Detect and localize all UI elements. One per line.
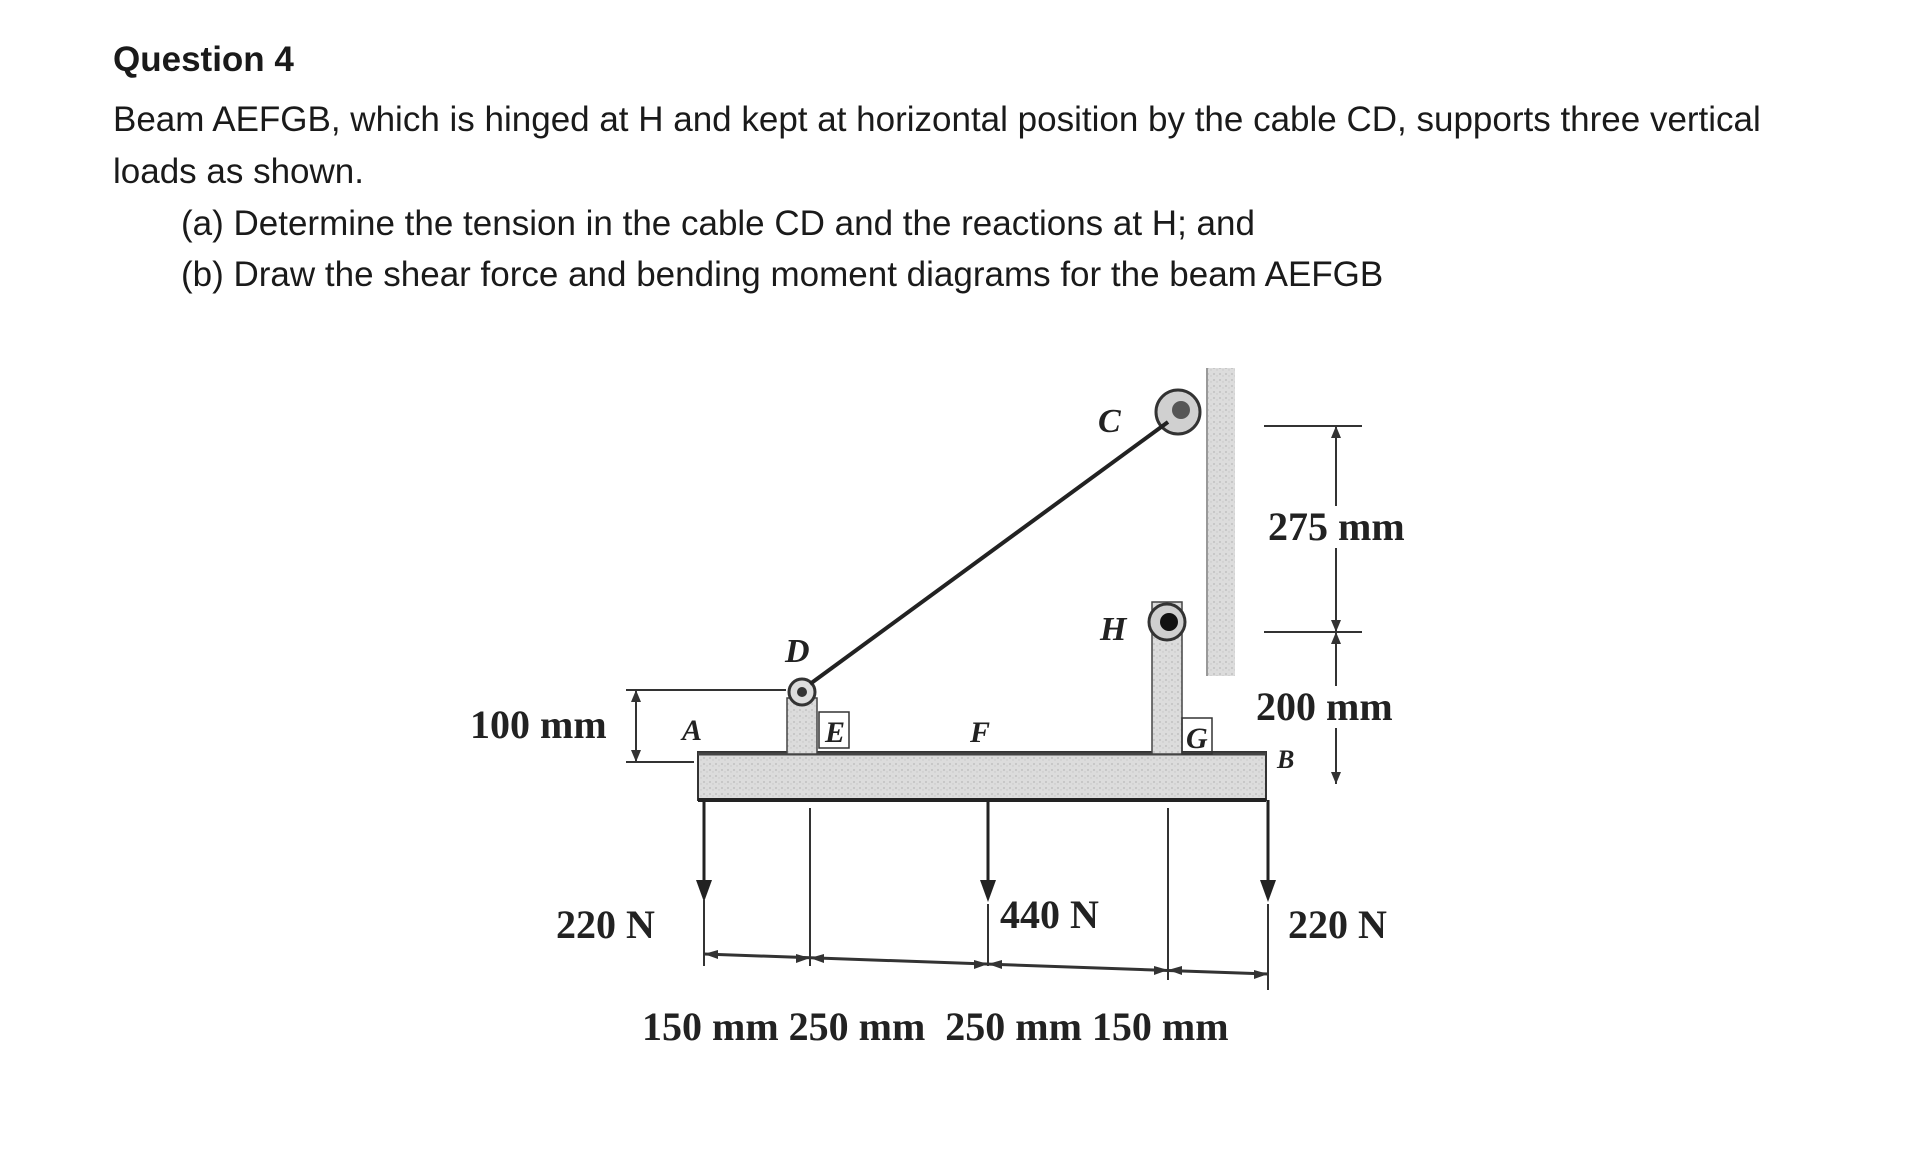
load-b-label: 220 N <box>1288 902 1387 947</box>
pin-d-hub <box>797 687 807 697</box>
span-labels: 150 mm 250 mm 250 mm 150 mm <box>642 1004 1229 1049</box>
span-arrow-1 <box>704 950 718 959</box>
load-a-arrowhead <box>696 880 712 902</box>
dim-200-label: 200 mm <box>1256 684 1393 729</box>
question-part-b: (b) Draw the shear force and bending moment diagrams for the beam AEFGB <box>181 255 1384 294</box>
label-g: G <box>1186 722 1208 755</box>
span-arrow-3 <box>810 954 824 963</box>
load-f-label: 440 N <box>1000 892 1099 937</box>
load-a-label: 220 N <box>556 902 655 947</box>
dim-200-arrow-bottom <box>1331 772 1341 784</box>
label-f: F <box>970 716 991 749</box>
dim-100-arrow-down <box>631 750 641 762</box>
dim-100-label: 100 mm <box>470 702 607 747</box>
dim-200-arrow-top <box>1331 632 1341 644</box>
span-arrow-5 <box>988 960 1002 969</box>
label-d: D <box>785 633 810 670</box>
load-f-arrowhead <box>980 880 996 902</box>
question-intro: Beam AEFGB, which is hinged at H and kept at horizontal position by the cable CD, supports three vertical loads as shown. <box>113 100 1761 191</box>
span-arrow-4 <box>974 960 988 969</box>
span-arrow-8 <box>1254 970 1268 979</box>
span-arrow-2 <box>796 954 810 963</box>
label-c: C <box>1098 403 1121 440</box>
dim-275-label: 275 mm <box>1268 504 1405 549</box>
label-a: A <box>682 714 703 747</box>
beam-body <box>698 752 1266 800</box>
dim-100-arrow-up <box>631 690 641 702</box>
question-title: Question 4 <box>113 40 294 79</box>
question-part-a: (a) Determine the tension in the cable CD and the reactions at H; and <box>181 204 1255 243</box>
wall <box>1207 368 1235 676</box>
span-arrow-6 <box>1154 966 1168 975</box>
label-b: B <box>1277 745 1295 774</box>
span-arrow-7 <box>1168 966 1182 975</box>
pin-h-hub <box>1160 613 1178 631</box>
label-e: E <box>825 716 846 749</box>
dim-275-arrow-top <box>1331 426 1341 438</box>
label-h: H <box>1100 611 1127 648</box>
pulley-c-hub <box>1172 401 1190 419</box>
load-b-arrowhead <box>1260 880 1276 902</box>
dim-275-arrow-bottom <box>1331 620 1341 632</box>
